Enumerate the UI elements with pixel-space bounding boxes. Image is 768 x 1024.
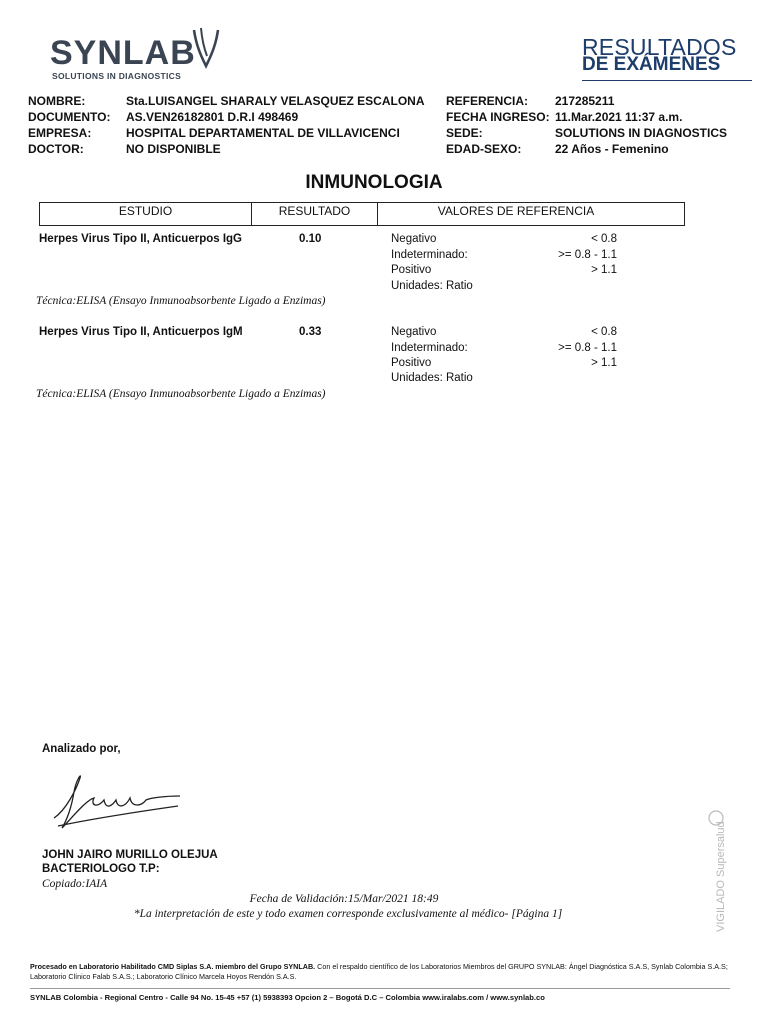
footer-processing-note — [30, 962, 740, 982]
doc-title-line2: DE EXÁMENES — [582, 54, 721, 75]
footer-divider — [30, 988, 730, 989]
fecha-ingreso-label: FECHA INGRESO: — [446, 110, 550, 124]
header-valores: VALORES DE REFERENCIA — [437, 204, 595, 218]
validation-date: Fecha de Validación:15/Mar/2021 18:49 — [249, 893, 439, 905]
vigilado-text: VIGILADO Supersalud — [715, 821, 727, 932]
ref-range: < 0.8 — [591, 233, 617, 245]
ref-label: Negativo — [391, 326, 437, 338]
signer-role: BACTERIOLOGO T.P: — [42, 863, 160, 875]
edad-sexo-label: EDAD-SEXO: — [446, 142, 522, 156]
footer-processing-rest: Con el respaldo científico de los Laboratorios Miembros del GRUPO SYNLAB: Ángel Diagnóstica S.A.S, Synlab Colombia S.A.S; Laboratorio Clínico Falab S.A.S.; Laboratorio Clínico Marcela Hoyos Rendón S.A.S. — [30, 962, 728, 981]
sede-value: SOLUTIONS IN DIAGNOSTICS — [555, 126, 728, 140]
synlab-logo-icon — [190, 26, 222, 77]
empresa-value: HOSPITAL DEPARTAMENTAL DE VILLAVICENCI — [126, 126, 400, 140]
result-name: Herpes Virus Tipo II, Anticuerpos IgG — [39, 233, 242, 245]
result-name: Herpes Virus Tipo II, Anticuerpos IgM — [39, 326, 243, 338]
result-value: 0.33 — [299, 326, 322, 338]
edad-sexo-value: 22 Años - Femenino — [555, 142, 669, 156]
nombre-value: Sta.LUISANGEL SHARALY VELASQUEZ ESCALONA — [126, 94, 425, 108]
header-resultado: RESULTADO — [278, 204, 351, 218]
results-table-header — [39, 202, 685, 226]
ref-units: Unidades: Ratio — [391, 280, 473, 292]
ref-range: >= 0.8 - 1.1 — [558, 249, 617, 261]
ref-label: Indeterminado: — [391, 342, 468, 354]
empresa-label: EMPRESA: — [28, 126, 92, 140]
result-value: 0.10 — [299, 233, 322, 245]
footer-contact: SYNLAB Colombia - Regional Centro - Calle 94 No. 15-45 +57 (1) 5938393 Opcion 2 – Bogotá D.C – Colombia www.iralabs.com / www.synlab.co — [30, 993, 545, 1002]
signature-image — [46, 770, 186, 839]
header-estudio: ESTUDIO — [118, 204, 173, 218]
ref-label: Indeterminado: — [391, 249, 468, 261]
ref-range: >= 0.8 - 1.1 — [558, 342, 617, 354]
analizado-label: Analizado por, — [42, 743, 121, 755]
doctor-value: NO DISPONIBLE — [126, 142, 221, 156]
doc-title-line1: RESULTADOS — [582, 34, 737, 60]
ref-units: Unidades: Ratio — [391, 372, 473, 384]
ref-label: Negativo — [391, 233, 437, 245]
referencia-label: REFERENCIA: — [446, 94, 529, 108]
technique-note: Técnica:ELISA (Ensayo Inmunoabsorbente Ligado a Enzimas) — [36, 295, 326, 307]
section-title: INMUNOLOGIA — [305, 172, 443, 193]
referencia-value: 217285211 — [555, 94, 615, 108]
copiado-note: Copiado:IAIA — [42, 878, 108, 890]
validation-note: *La interpretación de este y todo examen corresponde exclusivamente al médico- [Página 1] — [133, 908, 563, 920]
ref-range: > 1.1 — [591, 264, 617, 276]
signer-name: JOHN JAIRO MURILLO OLEJUA — [42, 849, 218, 861]
fecha-ingreso-value: 11.Mar.2021 11:37 a.m. — [555, 110, 683, 124]
sede-label: SEDE: — [446, 126, 483, 140]
ref-label: Positivo — [391, 357, 432, 369]
ref-range: > 1.1 — [591, 357, 617, 369]
technique-note: Técnica:ELISA (Ensayo Inmunoabsorbente Ligado a Enzimas) — [36, 388, 326, 400]
documento-label: DOCUMENTO: — [28, 110, 111, 124]
nombre-label: NOMBRE: — [28, 94, 86, 108]
synlab-logo-text: SYNLAB — [50, 34, 196, 72]
ref-label: Positivo — [391, 264, 432, 276]
vigilado-supersalud-logo — [706, 808, 746, 938]
doctor-label: DOCTOR: — [28, 142, 84, 156]
documento-value: AS.VEN26182801 D.R.I 498469 — [126, 110, 299, 124]
title-divider — [582, 80, 752, 81]
footer-processing-bold: Procesado en Laboratorio Habilitado CMD Siplas S.A. miembro del Grupo SYNLAB. — [30, 962, 316, 971]
synlab-tagline: SOLUTIONS IN DIAGNOSTICS — [52, 71, 182, 81]
ref-range: < 0.8 — [591, 326, 617, 338]
